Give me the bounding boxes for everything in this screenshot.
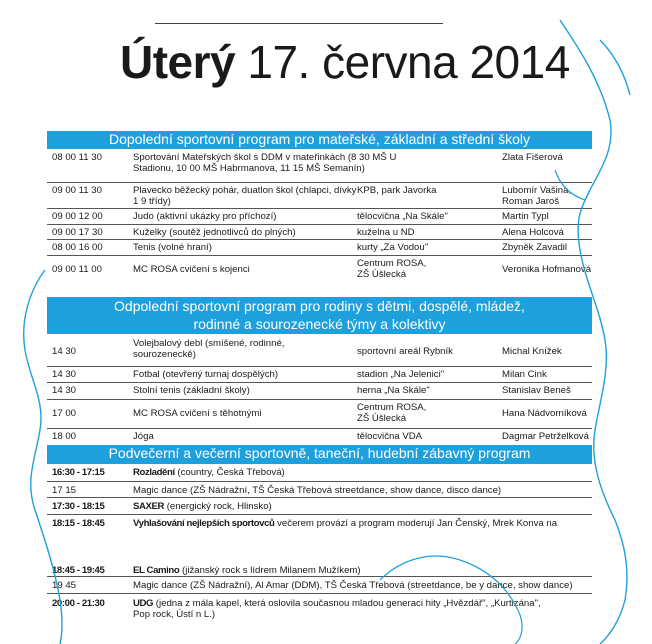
divider (47, 576, 592, 577)
row-contact: Lubomír Vašina, Roman Jaroš (502, 185, 572, 207)
row-time: 09 00 11 30 (52, 185, 102, 196)
row-time: 09 00 17 30 (52, 227, 103, 238)
event-name: UDG (133, 598, 154, 609)
event-desc: Magic dance (ZŠ Nádražní), Al Amar (DDM), TŠ Česká Třebová (streetdance, be y dance, show dance) (133, 580, 573, 591)
row-place: Centrum ROSA, ZŠ Úšlecká (357, 258, 427, 280)
event-row (47, 578, 592, 593)
event-time: 18:45 - 19:45 (52, 565, 105, 576)
section-1-table (47, 150, 592, 283)
section-3-title: Podvečerní a večerní sportovně, taneční, hudební zábavný program (108, 445, 531, 461)
row-program: Kuželky (soutěž jednotlivců do plných) (133, 227, 296, 238)
row-place: tělocvična „Na Skále" (357, 211, 448, 222)
event-time: 18:15 - 18:45 (52, 518, 105, 529)
table-row (47, 400, 592, 429)
event-name: Rozladění (133, 467, 175, 478)
section-3-header (47, 445, 592, 464)
section-2-header (47, 297, 592, 334)
row-place: kurty „Za Vodou" (357, 242, 429, 253)
divider (47, 481, 592, 482)
row-program: Plavecko běžecký pohár, duatlon škol (chlapci, dívky 1 9 třídy) (133, 185, 357, 207)
event-desc: (jižanský rock s lídrem Milanem Mužíkem) (179, 565, 361, 576)
event-desc: (jedna z mála kapel, která oslovila současnou mladou generaci hity „Hvězdář", „Kurtizána", Pop rock, Ústí n L.) (133, 598, 541, 620)
row-place: KPB, park Javorka (357, 185, 437, 196)
table-row (47, 183, 592, 209)
event-name: EL Camino (133, 565, 180, 576)
row-contact: Zbyněk Zavadil (502, 242, 568, 253)
event-desc: Magic dance (ZŠ Nádražní, TŠ Česká Třebová streetdance, show dance, disco dance) (133, 485, 502, 496)
row-place: stadion „Na Jelenici" (357, 369, 445, 380)
event-desc: (country, Česká Třebová) (174, 467, 285, 478)
event-time: 17:30 - 18:15 (52, 501, 105, 512)
event-row (47, 499, 592, 514)
row-contact: Michal Knížek (502, 346, 562, 357)
header-rule (155, 23, 443, 24)
event-time: 20:00 - 21:30 (52, 598, 105, 609)
row-contact: Martin Typl (502, 211, 549, 222)
table-row (47, 383, 592, 400)
row-contact: Veronika Hofmanová (502, 264, 592, 275)
row-place: tělocvična VDA (357, 431, 423, 442)
row-place: herna „Na Skále" (357, 385, 430, 396)
row-program: Jóga (133, 431, 154, 442)
row-time: 09 00 12 00 (52, 211, 103, 222)
row-contact: Alena Holcová (502, 227, 564, 238)
row-contact: Hana Nádvorníková (502, 408, 587, 419)
divider (47, 514, 592, 515)
row-program: Volejbalový debl (smíšené, rodinné, sourozeneckě) (133, 338, 285, 360)
row-program: MC ROSA cvičení s kojenci (133, 264, 250, 275)
table-row (47, 240, 592, 256)
table-row (47, 256, 592, 283)
row-time: 17 00 (52, 408, 77, 419)
row-time: 08 00 11 30 (52, 152, 102, 163)
row-time: 18 00 (52, 431, 77, 442)
section-2-title-line-2: rodinné a sourozenecké týmy a kolektivy (193, 316, 446, 332)
divider (47, 593, 592, 594)
event-time: 17 15 (52, 485, 77, 496)
page-title (120, 35, 570, 89)
table-row (47, 150, 592, 183)
row-contact: Stanislav Beneš (502, 385, 571, 396)
table-row (47, 367, 592, 383)
row-program: Fotbal (otevřený turnaj dospělých) (133, 369, 279, 380)
event-time: 16:30 - 17:15 (52, 467, 105, 478)
section-1-header (47, 131, 592, 149)
table-row (47, 336, 592, 367)
table-row (47, 209, 592, 225)
event-desc: večerem provází a program moderují Jan Čenský, Mrek Konva na (274, 518, 558, 529)
row-place: sportovní areál Rybník (357, 346, 453, 357)
event-desc: (energický rock, Hlinsko) (164, 501, 272, 512)
section-2-title-line-1: Odpolední sportovní program pro rodiny s dětmi, dospělé, mládež, (114, 298, 525, 314)
row-program: MC ROSA cvičení s těhotnými (133, 408, 262, 419)
section-2-table (47, 336, 592, 444)
row-place: Centrum ROSA, ZŠ Úšlecká (357, 402, 427, 424)
row-contact: Milan Cink (502, 369, 547, 380)
event-time: 19 45 (52, 580, 77, 591)
row-contact: Dagmar Petrželková (502, 431, 589, 442)
row-time: 08 00 16 00 (52, 242, 103, 253)
row-program: Stolní tenis (základní školy) (133, 385, 250, 396)
row-program: Sportování Mateřských škol s DDM v mateřinkách (8 30 MŠ U Stadionu, 10 00 MŠ Habrmanova, 11 15 MŠ Semanín) (133, 152, 397, 174)
title-date: 17. června 2014 (247, 36, 570, 88)
row-time: 14 30 (52, 346, 77, 357)
divider (47, 497, 592, 498)
row-place: kuželna u ND (357, 227, 415, 238)
row-program: Judo (aktivní ukázky pro příchozí) (133, 211, 277, 222)
event-row (47, 516, 592, 561)
row-time: 14 30 (52, 385, 77, 396)
table-row (47, 429, 592, 444)
row-contact: Zlata Fišerová (502, 152, 563, 163)
title-day: Úterý (120, 36, 236, 88)
row-time: 09 00 11 00 (52, 264, 102, 275)
event-row (47, 465, 592, 480)
sketch-line-top-right (600, 40, 630, 95)
section-1-title: Dopolední sportovní program pro mateřské, základní a střední školy (109, 131, 530, 147)
event-name: Vyhlašování nejlepších sportovců (133, 518, 275, 529)
event-row (47, 596, 592, 626)
event-name: SAXER (133, 501, 165, 512)
row-time: 14 30 (52, 369, 77, 380)
row-program: Tenis (volné hraní) (133, 242, 212, 253)
table-row (47, 225, 592, 240)
event-row (47, 483, 592, 498)
